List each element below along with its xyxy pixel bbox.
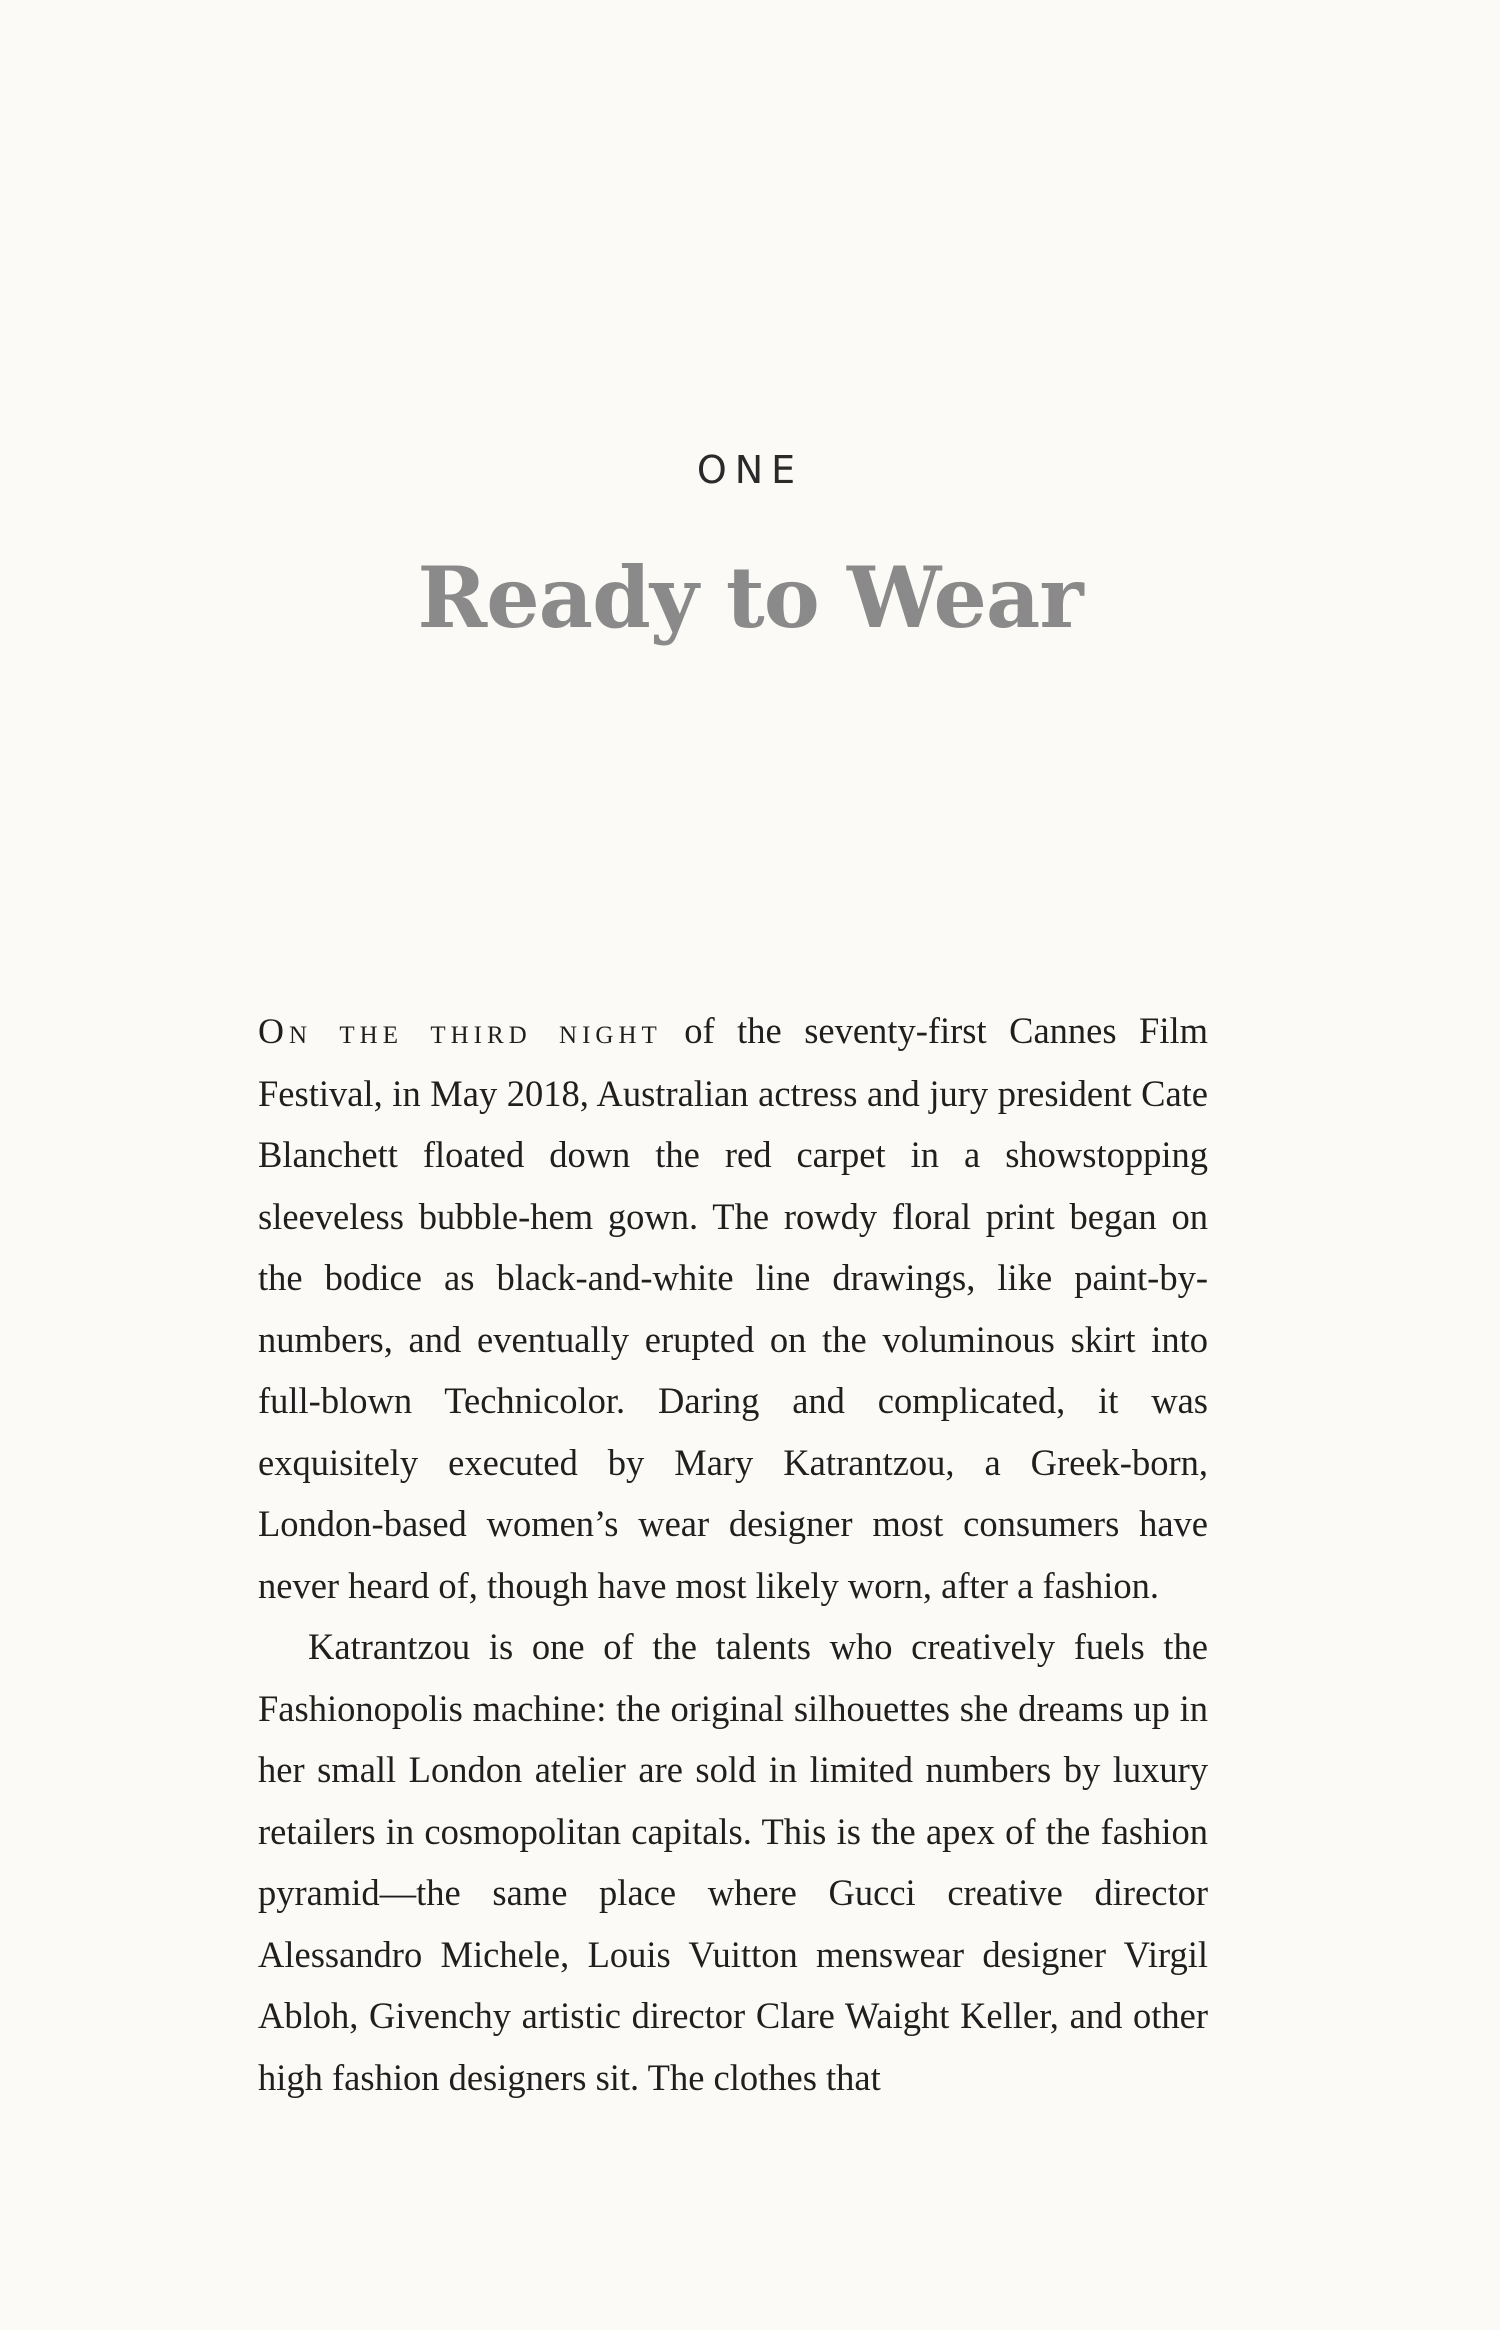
- chapter-title: Ready to Wear: [417, 548, 1083, 647]
- chapter-body: [258, 1000, 1208, 2108]
- paragraph-2: Katrantzou is one of the talents who creatively fuels the Fashionopolis machine: the original silhouettes she dreams up in her small London atelier are sold in limited numbers by luxury retailers in cosmopolitan capitals. This is the apex of the fashion pyramid—the same place where Gucci creative director Alessandro Michele, Louis Vuitton menswear designer Virgil Abloh, Givenchy artistic director Clare Waight Keller, and other high fashion designers sit. The clothes that: [258, 1626, 1208, 2098]
- paragraph-1: [258, 1000, 1208, 1616]
- chapter-number: ONE: [696, 448, 804, 492]
- paragraph-lead-in: On the third night: [258, 1011, 662, 1051]
- paragraph-1-text: of the seventy-first Cannes Film Festival, in May 2018, Australian actress and jury president Cate Blanchett floated down the red carpet in a showstopping sleeveless bubble-hem gown. The rowdy floral print began on the bodice as black-and-white line drawings, like paint-by-numbers, and eventually erupted on the voluminous skirt into full-blown Technicolor. Daring and complicated, it was exquisitely executed by Mary Katrantzou, a Greek-born, London-based women’s wear designer most consumers have never heard of, though have most likely worn, after a fashion.: [258, 1010, 1208, 1606]
